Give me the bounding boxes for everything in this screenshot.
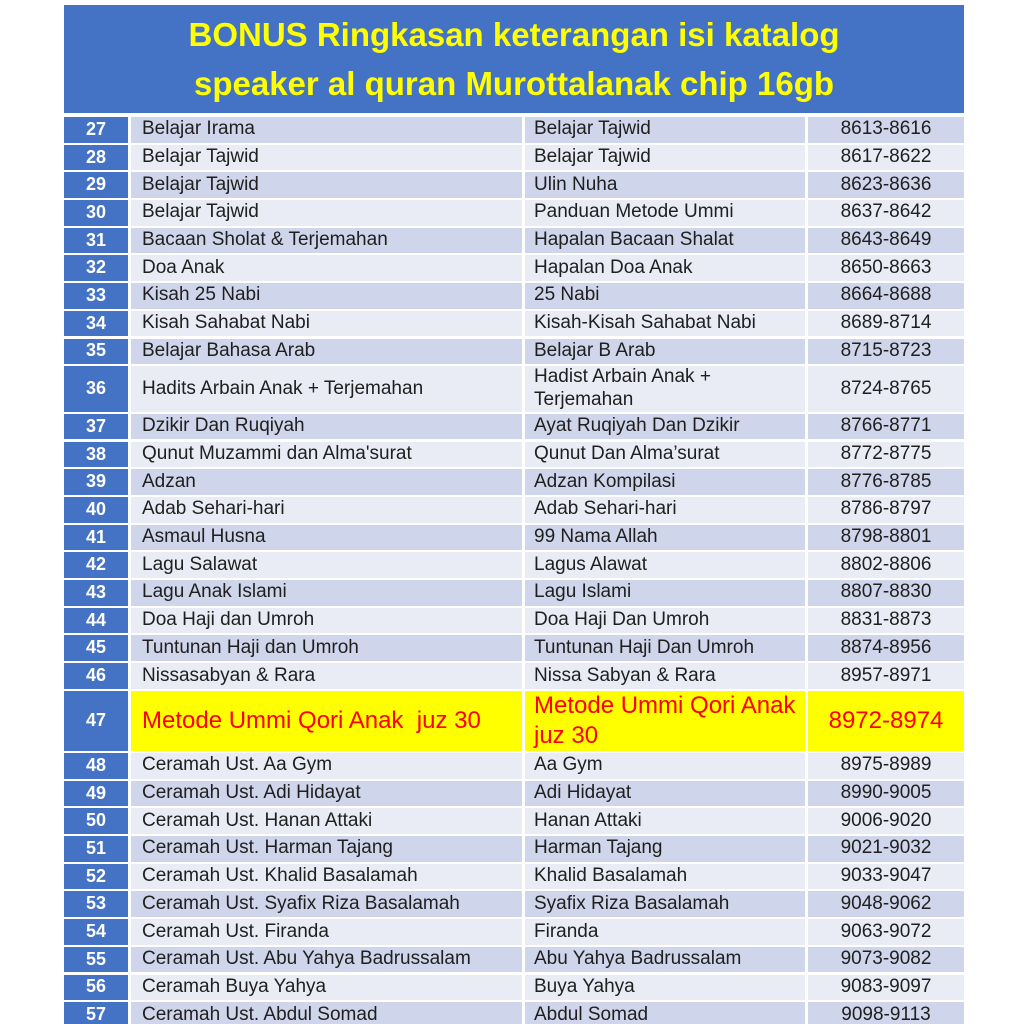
- catalog-table: [64, 117, 964, 1024]
- title-cell: Ceramah Ust. Hanan Attaki: [131, 808, 522, 834]
- title-cell: Ceramah Buya Yahya: [131, 975, 522, 1001]
- table-row: [64, 635, 964, 661]
- table-row: [64, 200, 964, 226]
- table-row: [64, 497, 964, 523]
- row-number-cell: 35: [64, 339, 128, 365]
- row-number-cell: 32: [64, 255, 128, 281]
- title-cell: Adab Sehari-hari: [131, 497, 522, 523]
- table-row: [64, 864, 964, 890]
- row-number-cell: 30: [64, 200, 128, 226]
- table-row: [64, 525, 964, 551]
- table-row: [64, 891, 964, 917]
- row-number-cell: 47: [64, 691, 128, 751]
- track-range-cell: 8724-8765: [808, 366, 964, 412]
- row-number-cell: 50: [64, 808, 128, 834]
- alt-title-cell: Firanda: [525, 919, 805, 945]
- title-cell: Kisah 25 Nabi: [131, 283, 522, 309]
- title-cell: Tuntunan Haji dan Umroh: [131, 635, 522, 661]
- track-range-cell: 9098-9113: [808, 1002, 964, 1024]
- row-number-cell: 40: [64, 497, 128, 523]
- title-cell: Doa Anak: [131, 255, 522, 281]
- track-range-cell: 8650-8663: [808, 255, 964, 281]
- track-range-cell: 8831-8873: [808, 608, 964, 634]
- title-cell: Ceramah Ust. Abdul Somad: [131, 1002, 522, 1024]
- title-cell: Ceramah Ust. Syafix Riza Basalamah: [131, 891, 522, 917]
- title-cell: Belajar Tajwid: [131, 200, 522, 226]
- alt-title-cell: Harman Tajang: [525, 836, 805, 862]
- track-range-cell: 8957-8971: [808, 663, 964, 689]
- title-cell: Lagu Salawat: [131, 552, 522, 578]
- alt-title-cell: Hapalan Bacaan Shalat: [525, 228, 805, 254]
- title-cell: Bacaan Sholat & Terjemahan: [131, 228, 522, 254]
- track-range-cell: 9083-9097: [808, 975, 964, 1001]
- title-cell: Kisah Sahabat Nabi: [131, 311, 522, 337]
- table-row: [64, 975, 964, 1001]
- track-range-cell: 9063-9072: [808, 919, 964, 945]
- alt-title-cell: Ayat Ruqiyah Dan Dzikir: [525, 414, 805, 440]
- track-range-cell: 8715-8723: [808, 339, 964, 365]
- track-range-cell: 8874-8956: [808, 635, 964, 661]
- title-cell: Ceramah Ust. Abu Yahya Badrussalam: [131, 947, 522, 973]
- row-number-cell: 33: [64, 283, 128, 309]
- row-number-cell: 49: [64, 781, 128, 807]
- track-range-cell: 9006-9020: [808, 808, 964, 834]
- table-row: [64, 836, 964, 862]
- alt-title-cell: Kisah-Kisah Sahabat Nabi: [525, 311, 805, 337]
- table-row: [64, 366, 964, 412]
- title-cell: Ceramah Ust. Adi Hidayat: [131, 781, 522, 807]
- alt-title-cell: Nissa Sabyan & Rara: [525, 663, 805, 689]
- row-number-cell: 29: [64, 172, 128, 198]
- title-cell: Hadits Arbain Anak + Terjemahan: [131, 366, 522, 412]
- title-cell: Dzikir Dan Ruqiyah: [131, 414, 522, 440]
- title-cell: Ceramah Ust. Aa Gym: [131, 753, 522, 779]
- track-range-cell: 8972-8974: [808, 691, 964, 751]
- row-number-cell: 48: [64, 753, 128, 779]
- row-number-cell: 38: [64, 442, 128, 468]
- table-row: [64, 339, 964, 365]
- alt-title-cell: Hapalan Doa Anak: [525, 255, 805, 281]
- table-row: [64, 172, 964, 198]
- title-cell: Adzan: [131, 469, 522, 495]
- alt-title-cell: Adi Hidayat: [525, 781, 805, 807]
- alt-title-cell: Syafix Riza Basalamah: [525, 891, 805, 917]
- track-range-cell: 8613-8616: [808, 117, 964, 143]
- alt-title-cell: Tuntunan Haji Dan Umroh: [525, 635, 805, 661]
- row-number-cell: 54: [64, 919, 128, 945]
- table-row: [64, 919, 964, 945]
- track-range-cell: 8975-8989: [808, 753, 964, 779]
- table-row: [64, 117, 964, 143]
- title-cell: Belajar Irama: [131, 117, 522, 143]
- alt-title-cell: Qunut Dan Alma’surat: [525, 442, 805, 468]
- row-number-cell: 57: [64, 1002, 128, 1024]
- row-number-cell: 55: [64, 947, 128, 973]
- alt-title-cell: Lagus Alawat: [525, 552, 805, 578]
- table-row: [64, 255, 964, 281]
- table-row: [64, 469, 964, 495]
- table-row: [64, 947, 964, 973]
- table-row: [64, 145, 964, 171]
- track-range-cell: 9048-9062: [808, 891, 964, 917]
- alt-title-cell: Doa Haji Dan Umroh: [525, 608, 805, 634]
- row-number-cell: 46: [64, 663, 128, 689]
- table-row: [64, 580, 964, 606]
- row-number-cell: 39: [64, 469, 128, 495]
- row-number-cell: 36: [64, 366, 128, 412]
- alt-title-cell: Belajar Tajwid: [525, 117, 805, 143]
- row-number-cell: 53: [64, 891, 128, 917]
- table-row: [64, 781, 964, 807]
- title-cell: Ceramah Ust. Khalid Basalamah: [131, 864, 522, 890]
- alt-title-cell: Buya Yahya: [525, 975, 805, 1001]
- alt-title-cell: Hadist Arbain Anak + Terjemahan: [525, 366, 805, 412]
- title-cell: Belajar Tajwid: [131, 145, 522, 171]
- track-range-cell: 8637-8642: [808, 200, 964, 226]
- row-number-cell: 56: [64, 975, 128, 1001]
- table-row: [64, 663, 964, 689]
- track-range-cell: 8990-9005: [808, 781, 964, 807]
- alt-title-cell: Panduan Metode Ummi: [525, 200, 805, 226]
- title-cell: Lagu Anak Islami: [131, 580, 522, 606]
- alt-title-cell: Ulin Nuha: [525, 172, 805, 198]
- row-number-cell: 31: [64, 228, 128, 254]
- title-cell: Belajar Tajwid: [131, 172, 522, 198]
- table-row: [64, 414, 964, 440]
- track-range-cell: 9073-9082: [808, 947, 964, 973]
- table-row: [64, 228, 964, 254]
- row-number-cell: 52: [64, 864, 128, 890]
- table-row: [64, 753, 964, 779]
- title-line-2: speaker al quran Murottalanak chip 16gb: [193, 65, 835, 102]
- title-cell: Asmaul Husna: [131, 525, 522, 551]
- alt-title-cell: Belajar B Arab: [525, 339, 805, 365]
- title-cell: Nissasabyan & Rara: [131, 663, 522, 689]
- table-row: [64, 808, 964, 834]
- title-cell: Doa Haji dan Umroh: [131, 608, 522, 634]
- table-row: [64, 608, 964, 634]
- track-range-cell: 8802-8806: [808, 552, 964, 578]
- track-range-cell: 8664-8688: [808, 283, 964, 309]
- table-row: [64, 442, 964, 468]
- alt-title-cell: Khalid Basalamah: [525, 864, 805, 890]
- alt-title-cell: Lagu Islami: [525, 580, 805, 606]
- track-range-cell: 8786-8797: [808, 497, 964, 523]
- alt-title-cell: Hanan Attaki: [525, 808, 805, 834]
- alt-title-cell: Metode Ummi Qori Anak juz 30: [525, 691, 805, 751]
- title-line-1: BONUS Ringkasan keterangan isi katalog: [188, 16, 840, 53]
- track-range-cell: 8776-8785: [808, 469, 964, 495]
- alt-title-cell: Aa Gym: [525, 753, 805, 779]
- table-row: [64, 311, 964, 337]
- title-cell: Metode Ummi Qori Anak juz 30: [131, 691, 522, 751]
- table-row: [64, 691, 964, 751]
- track-range-cell: 8617-8622: [808, 145, 964, 171]
- row-number-cell: 37: [64, 414, 128, 440]
- track-range-cell: 9021-9032: [808, 836, 964, 862]
- row-number-cell: 45: [64, 635, 128, 661]
- title-cell: Qunut Muzammi dan Alma'surat: [131, 442, 522, 468]
- table-row: [64, 552, 964, 578]
- alt-title-cell: 99 Nama Allah: [525, 525, 805, 551]
- alt-title-cell: 25 Nabi: [525, 283, 805, 309]
- alt-title-cell: Abu Yahya Badrussalam: [525, 947, 805, 973]
- track-range-cell: 8772-8775: [808, 442, 964, 468]
- title-cell: Ceramah Ust. Firanda: [131, 919, 522, 945]
- track-range-cell: 8807-8830: [808, 580, 964, 606]
- title-banner: [64, 5, 964, 113]
- alt-title-cell: Adzan Kompilasi: [525, 469, 805, 495]
- row-number-cell: 43: [64, 580, 128, 606]
- track-range-cell: 8766-8771: [808, 414, 964, 440]
- alt-title-cell: Adab Sehari-hari: [525, 497, 805, 523]
- track-range-cell: 9033-9047: [808, 864, 964, 890]
- row-number-cell: 44: [64, 608, 128, 634]
- row-number-cell: 28: [64, 145, 128, 171]
- title-cell: Ceramah Ust. Harman Tajang: [131, 836, 522, 862]
- table-row: [64, 1002, 964, 1024]
- row-number-cell: 51: [64, 836, 128, 862]
- row-number-cell: 34: [64, 311, 128, 337]
- track-range-cell: 8689-8714: [808, 311, 964, 337]
- track-range-cell: 8623-8636: [808, 172, 964, 198]
- row-number-cell: 41: [64, 525, 128, 551]
- track-range-cell: 8643-8649: [808, 228, 964, 254]
- alt-title-cell: Belajar Tajwid: [525, 145, 805, 171]
- row-number-cell: 27: [64, 117, 128, 143]
- table-row: [64, 283, 964, 309]
- title-cell: Belajar Bahasa Arab: [131, 339, 522, 365]
- row-number-cell: 42: [64, 552, 128, 578]
- track-range-cell: 8798-8801: [808, 525, 964, 551]
- alt-title-cell: Abdul Somad: [525, 1002, 805, 1024]
